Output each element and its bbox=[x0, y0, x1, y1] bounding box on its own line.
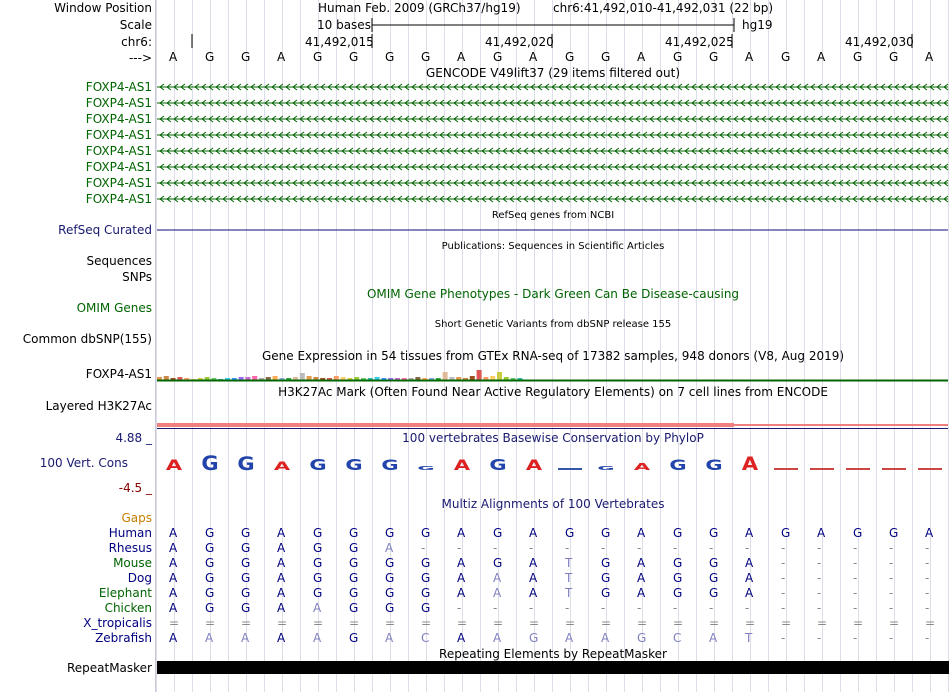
alignment-base: - bbox=[853, 601, 858, 615]
gtex-bar bbox=[443, 372, 448, 380]
gtex-bar bbox=[490, 376, 495, 380]
coord-label: 41,492,015 bbox=[305, 35, 374, 49]
alignment-base: - bbox=[781, 571, 786, 585]
alignment-base: G bbox=[385, 526, 395, 540]
alignment-base: G bbox=[349, 556, 359, 570]
alignment-base: - bbox=[745, 601, 750, 615]
alignment-base: A bbox=[817, 526, 826, 540]
phylop-glyph: G bbox=[597, 464, 615, 472]
alignment-base: A bbox=[277, 541, 286, 555]
alignment-base: G bbox=[601, 556, 611, 570]
phylop-mark bbox=[918, 468, 942, 470]
base-letter: A bbox=[169, 50, 178, 64]
alignment-base: A bbox=[745, 556, 754, 570]
alignment-base: C bbox=[673, 631, 682, 645]
alignment-base: G bbox=[313, 586, 323, 600]
phylop-mark bbox=[558, 468, 582, 470]
alignment-base: T bbox=[565, 556, 573, 570]
gtex-bar bbox=[470, 376, 475, 380]
base-letter: A bbox=[277, 50, 286, 64]
phylop-mark bbox=[810, 468, 834, 470]
gtex-label[interactable]: FOXP4-AS1 bbox=[85, 367, 152, 381]
alignment-base: G bbox=[241, 586, 251, 600]
alignment-base: A bbox=[169, 571, 178, 585]
gencode-item-label[interactable]: FOXP4-AS1 bbox=[85, 80, 152, 94]
alignment-base: - bbox=[889, 571, 894, 585]
alignment-base: - bbox=[565, 541, 570, 555]
alignment-base: G bbox=[421, 571, 431, 585]
alignment-base: = bbox=[565, 616, 576, 630]
alignment-base: A bbox=[313, 631, 322, 645]
alignment-base: G bbox=[421, 526, 431, 540]
alignment-base: A bbox=[169, 631, 178, 645]
alignment-base: G bbox=[601, 586, 611, 600]
alignment-base: = bbox=[421, 616, 432, 630]
alignment-base: G bbox=[709, 526, 719, 540]
alignment-base: G bbox=[421, 556, 431, 570]
alignment-base: A bbox=[925, 526, 934, 540]
alignment-base: A bbox=[457, 631, 466, 645]
gaps-label: Gaps bbox=[121, 511, 152, 525]
assembly-text: Human Feb. 2009 (GRCh37/hg19) bbox=[318, 1, 521, 15]
alignment-base: = bbox=[277, 616, 288, 630]
alignment-base: = bbox=[925, 616, 936, 630]
species-label[interactable]: Chicken bbox=[104, 601, 152, 615]
alignment-base: - bbox=[853, 571, 858, 585]
base-letter: G bbox=[385, 50, 395, 64]
gtex-bar bbox=[334, 376, 339, 380]
coord-label: 41,492,025 bbox=[665, 35, 734, 49]
alignment-base: - bbox=[781, 541, 786, 555]
alignment-base: - bbox=[853, 586, 858, 600]
alignment-base: A bbox=[529, 586, 538, 600]
gencode-item-label[interactable]: FOXP4-AS1 bbox=[85, 96, 152, 110]
alignment-base: G bbox=[493, 556, 503, 570]
gencode-item-label[interactable]: FOXP4-AS1 bbox=[85, 112, 152, 126]
pubs-track-title[interactable]: Publications: Sequences in Scientific Articles bbox=[441, 241, 665, 252]
species-label[interactable]: Elephant bbox=[98, 586, 152, 600]
alignment-base: A bbox=[457, 526, 466, 540]
alignment-base: G bbox=[781, 526, 791, 540]
alignment-base: G bbox=[241, 541, 251, 555]
alignment-base: - bbox=[889, 631, 894, 645]
alignment-base: A bbox=[277, 556, 286, 570]
alignment-base: A bbox=[169, 526, 178, 540]
alignment-base: A bbox=[529, 526, 538, 540]
repeatmasker-label[interactable]: RepeatMasker bbox=[66, 661, 152, 675]
alignment-base: - bbox=[889, 541, 894, 555]
alignment-base: A bbox=[277, 586, 286, 600]
alignment-base: G bbox=[385, 601, 395, 615]
alignment-base: - bbox=[457, 601, 462, 615]
alignment-base: T bbox=[565, 571, 573, 585]
alignment-base: = bbox=[745, 616, 756, 630]
alignment-base: = bbox=[349, 616, 360, 630]
repeatmasker-track-title[interactable]: Repeating Elements by RepeatMasker bbox=[439, 647, 667, 661]
alignment-base: G bbox=[349, 541, 359, 555]
alignment-base: - bbox=[889, 556, 894, 570]
omim-label[interactable]: OMIM Genes bbox=[76, 301, 152, 315]
alignment-base: G bbox=[709, 556, 719, 570]
base-letter: G bbox=[241, 50, 251, 64]
alignment-base: - bbox=[889, 601, 894, 615]
alignment-base: A bbox=[277, 601, 286, 615]
scale-text: 10 bases bbox=[317, 18, 371, 32]
alignment-base: - bbox=[673, 601, 678, 615]
alignment-base: - bbox=[925, 586, 930, 600]
phylop-glyph: G bbox=[417, 464, 435, 472]
alignment-base: A bbox=[493, 586, 502, 600]
base-letter: A bbox=[637, 50, 646, 64]
alignment-base: = bbox=[673, 616, 684, 630]
alignment-base: G bbox=[637, 631, 647, 645]
phylop-glyph: A bbox=[741, 453, 759, 475]
base-letter: G bbox=[493, 50, 503, 64]
pubs-label-sequences[interactable]: Sequences bbox=[86, 254, 152, 268]
base-letter: A bbox=[925, 50, 934, 64]
alignment-base: G bbox=[601, 571, 611, 585]
alignment-base: A bbox=[493, 571, 502, 585]
scale-db: hg19 bbox=[742, 18, 773, 32]
alignment-base: A bbox=[385, 631, 394, 645]
alignment-base: G bbox=[709, 571, 719, 585]
alignment-base: G bbox=[349, 526, 359, 540]
phylop-glyph: G bbox=[201, 451, 219, 475]
base-letter: A bbox=[817, 50, 826, 64]
scale-label: Scale bbox=[119, 18, 152, 32]
alignment-base: G bbox=[529, 631, 539, 645]
gtex-bar bbox=[164, 376, 169, 380]
base-letter: A bbox=[745, 50, 754, 64]
alignment-base: A bbox=[637, 571, 646, 585]
alignment-base: - bbox=[781, 631, 786, 645]
phylop-mark bbox=[882, 468, 906, 470]
alignment-base: G bbox=[385, 586, 395, 600]
gencode-track-title[interactable]: GENCODE V49lift37 (29 items filtered out) bbox=[425, 66, 680, 80]
alignment-base: G bbox=[205, 586, 215, 600]
alignment-base: A bbox=[529, 556, 538, 570]
phylop-max-label: 4.88 _ bbox=[115, 431, 152, 445]
alignment-base: G bbox=[313, 571, 323, 585]
alignment-base: = bbox=[241, 616, 252, 630]
alignment-base: - bbox=[529, 601, 534, 615]
h3k27ac-signal bbox=[157, 423, 734, 427]
species-label[interactable]: Human bbox=[108, 526, 152, 540]
alignment-base: G bbox=[205, 571, 215, 585]
alignment-base: G bbox=[349, 586, 359, 600]
alignment-base: - bbox=[493, 541, 498, 555]
position-text: chr6:41,492,010-41,492,031 (22 bp) bbox=[553, 1, 774, 15]
alignment-base: G bbox=[241, 526, 251, 540]
alignment-base: - bbox=[529, 541, 534, 555]
alignment-base: - bbox=[925, 571, 930, 585]
alignment-base: G bbox=[889, 526, 899, 540]
alignment-base: - bbox=[709, 541, 714, 555]
alignment-base: G bbox=[313, 526, 323, 540]
gencode-item-label[interactable]: FOXP4-AS1 bbox=[85, 144, 152, 158]
dbsnp-track-title[interactable]: Short Genetic Variants from dbSNP release 155 bbox=[434, 319, 672, 330]
alignment-base: G bbox=[349, 571, 359, 585]
gtex-bar bbox=[300, 373, 305, 380]
gtex-track-title[interactable]: Gene Expression in 54 tissues from GTEx RNA-seq of 17382 samples, 948 donors (V8, Aug 2019) bbox=[261, 349, 845, 363]
alignment-base: - bbox=[565, 601, 570, 615]
alignment-base: = bbox=[457, 616, 468, 630]
alignment-base: A bbox=[169, 601, 178, 615]
gtex-bar bbox=[477, 370, 482, 380]
alignment-base: G bbox=[241, 571, 251, 585]
alignment-base: - bbox=[601, 541, 606, 555]
alignment-base: A bbox=[169, 541, 178, 555]
alignment-base: - bbox=[925, 556, 930, 570]
base-letter: G bbox=[205, 50, 215, 64]
alignment-base: G bbox=[493, 526, 503, 540]
phylop-min-label: -4.5 _ bbox=[118, 481, 152, 495]
phylop-mark bbox=[774, 468, 798, 470]
alignment-base: - bbox=[889, 586, 894, 600]
alignment-base: - bbox=[817, 541, 822, 555]
h3k27ac-signal bbox=[734, 424, 948, 426]
alignment-base: G bbox=[205, 601, 215, 615]
phylop-glyph: G bbox=[381, 457, 399, 474]
base-letter: A bbox=[529, 50, 538, 64]
alignment-base: = bbox=[817, 616, 828, 630]
alignment-base: - bbox=[817, 571, 822, 585]
alignment-base: = bbox=[385, 616, 396, 630]
h3k27ac-track-title[interactable]: H3K27Ac Mark (Often Found Near Active Regulatory Elements) on 7 cell lines from ENCODE bbox=[278, 385, 828, 399]
alignment-base: = bbox=[637, 616, 648, 630]
alignment-base: - bbox=[637, 541, 642, 555]
strand-arrow-label: ---> bbox=[128, 51, 152, 65]
alignment-base: = bbox=[601, 616, 612, 630]
alignment-base: A bbox=[565, 631, 574, 645]
refseq-label[interactable]: RefSeq Curated bbox=[58, 223, 152, 237]
alignment-base: A bbox=[529, 571, 538, 585]
gtex-bar bbox=[273, 376, 278, 380]
gtex-bar bbox=[497, 372, 502, 380]
alignment-base: T bbox=[745, 631, 753, 645]
alignment-base: = bbox=[781, 616, 792, 630]
gencode-item-label[interactable]: FOXP4-AS1 bbox=[85, 176, 152, 190]
alignment-base: A bbox=[205, 631, 214, 645]
alignment-base: A bbox=[637, 586, 646, 600]
base-letter: G bbox=[313, 50, 323, 64]
alignment-base: G bbox=[673, 556, 683, 570]
phylop-glyph: G bbox=[345, 456, 363, 475]
alignment-base: G bbox=[385, 556, 395, 570]
phylop-track-title[interactable]: 100 vertebrates Basewise Conservation by PhyloP bbox=[402, 431, 704, 445]
base-letter: G bbox=[349, 50, 359, 64]
alignment-base: G bbox=[421, 586, 431, 600]
alignment-base: A bbox=[313, 601, 322, 615]
window-position-label: Window Position bbox=[54, 1, 152, 15]
omim-track-title[interactable]: OMIM Gene Phenotypes - Dark Green Can Be Disease-causing bbox=[366, 287, 740, 301]
gencode-item-label[interactable]: FOXP4-AS1 bbox=[85, 160, 152, 174]
base-letter: G bbox=[853, 50, 863, 64]
phylop-glyph: A bbox=[273, 459, 291, 473]
alignment-base: A bbox=[169, 586, 178, 600]
dbsnp-label[interactable]: Common dbSNP(155) bbox=[22, 332, 152, 346]
alignment-base: G bbox=[241, 601, 251, 615]
alignment-base: - bbox=[457, 541, 462, 555]
alignment-base: A bbox=[385, 541, 394, 555]
alignment-base: G bbox=[205, 541, 215, 555]
alignment-base: - bbox=[817, 556, 822, 570]
base-letter: G bbox=[565, 50, 575, 64]
base-letter: G bbox=[673, 50, 683, 64]
alignment-base: A bbox=[637, 556, 646, 570]
alignment-base: A bbox=[745, 571, 754, 585]
phylop-glyph: G bbox=[237, 453, 255, 475]
phylop-label[interactable]: 100 Vert. Cons bbox=[39, 456, 128, 470]
alignment-base: G bbox=[565, 526, 575, 540]
phylop-glyph: G bbox=[309, 456, 327, 475]
alignment-base: - bbox=[601, 601, 606, 615]
alignment-base: A bbox=[277, 631, 286, 645]
h3k27ac-label[interactable]: Layered H3K27Ac bbox=[45, 399, 152, 413]
alignment-base: A bbox=[709, 631, 718, 645]
alignment-base: - bbox=[709, 601, 714, 615]
alignment-base: = bbox=[493, 616, 504, 630]
base-letter: G bbox=[601, 50, 611, 64]
gtex-bar bbox=[307, 376, 312, 380]
alignment-base: - bbox=[925, 601, 930, 615]
gencode-item-label[interactable]: FOXP4-AS1 bbox=[85, 128, 152, 142]
pubs-label-snps[interactable]: SNPs bbox=[122, 270, 152, 284]
alignment-base: = bbox=[853, 616, 864, 630]
base-letter: G bbox=[889, 50, 899, 64]
alignment-base: G bbox=[421, 601, 431, 615]
alignment-base: - bbox=[853, 631, 858, 645]
alignment-base: G bbox=[241, 556, 251, 570]
alignment-base: A bbox=[277, 571, 286, 585]
species-label[interactable]: X_tropicalis bbox=[83, 616, 152, 630]
alignment-base: = bbox=[889, 616, 900, 630]
alignment-base: A bbox=[745, 586, 754, 600]
alignment-base: - bbox=[781, 586, 786, 600]
alignment-base: A bbox=[601, 631, 610, 645]
alignment-base: - bbox=[493, 601, 498, 615]
alignment-base: G bbox=[673, 571, 683, 585]
alignment-base: - bbox=[781, 556, 786, 570]
alignment-base: - bbox=[817, 601, 822, 615]
alignment-base: = bbox=[529, 616, 540, 630]
alignment-base: A bbox=[745, 526, 754, 540]
alignment-base: - bbox=[745, 541, 750, 555]
alignment-base: - bbox=[925, 631, 930, 645]
phylop-glyph: A bbox=[525, 457, 543, 474]
phylop-glyph: G bbox=[489, 456, 507, 475]
alignment-base: = bbox=[169, 616, 180, 630]
alignment-base: A bbox=[457, 571, 466, 585]
alignment-base: G bbox=[853, 526, 863, 540]
coord-label: 41,492,020 bbox=[485, 35, 554, 49]
alignment-base: G bbox=[349, 631, 359, 645]
alignment-base: G bbox=[673, 586, 683, 600]
alignment-base: G bbox=[349, 601, 359, 615]
base-letter: A bbox=[457, 50, 466, 64]
alignment-base: - bbox=[853, 556, 858, 570]
alignment-base: G bbox=[313, 541, 323, 555]
phylop-glyph: G bbox=[669, 457, 687, 474]
alignment-base: G bbox=[385, 571, 395, 585]
coord-label: 41,492,030 bbox=[845, 35, 914, 49]
alignment-base: A bbox=[277, 526, 286, 540]
species-label[interactable]: Zebrafish bbox=[95, 631, 152, 645]
phylop-glyph: G bbox=[705, 457, 723, 474]
phylop-mark bbox=[846, 468, 870, 470]
alignment-base: = bbox=[709, 616, 720, 630]
alignment-base: A bbox=[169, 556, 178, 570]
species-label[interactable]: Dog bbox=[127, 571, 152, 585]
alignment-base: A bbox=[457, 586, 466, 600]
alignment-base: A bbox=[457, 556, 466, 570]
alignment-base: G bbox=[205, 556, 215, 570]
refseq-track-title[interactable]: RefSeq genes from NCBI bbox=[491, 210, 615, 221]
base-letter: G bbox=[421, 50, 431, 64]
alignment-base: - bbox=[817, 631, 822, 645]
alignment-base: G bbox=[313, 556, 323, 570]
alignment-base: - bbox=[853, 541, 858, 555]
alignment-base: - bbox=[637, 601, 642, 615]
alignment-base: G bbox=[673, 526, 683, 540]
alignment-base: C bbox=[421, 631, 430, 645]
species-label[interactable]: Rhesus bbox=[108, 541, 152, 555]
alignment-base: A bbox=[493, 631, 502, 645]
repeatmasker-block bbox=[157, 661, 949, 674]
alignment-base: A bbox=[637, 526, 646, 540]
alignment-base: T bbox=[565, 586, 573, 600]
alignment-base: - bbox=[925, 541, 930, 555]
chrom-label: chr6: bbox=[121, 35, 152, 49]
alignment-base: - bbox=[673, 541, 678, 555]
phylop-glyph: A bbox=[165, 457, 183, 474]
phylop-glyph: A bbox=[633, 461, 651, 473]
alignment-base: = bbox=[205, 616, 216, 630]
alignment-base: G bbox=[205, 526, 215, 540]
multiz-track-title[interactable]: Multiz Alignments of 100 Vertebrates bbox=[441, 497, 665, 511]
alignment-base: G bbox=[601, 526, 611, 540]
alignment-base: = bbox=[313, 616, 324, 630]
gtex-bar bbox=[252, 376, 257, 380]
alignment-base: - bbox=[421, 541, 426, 555]
alignment-base: G bbox=[709, 586, 719, 600]
base-letter: G bbox=[709, 50, 719, 64]
phylop-glyph: A bbox=[453, 457, 471, 474]
alignment-base: - bbox=[781, 601, 786, 615]
alignment-base: - bbox=[817, 586, 822, 600]
gencode-item-label[interactable]: FOXP4-AS1 bbox=[85, 192, 152, 206]
species-label[interactable]: Mouse bbox=[113, 556, 152, 570]
base-letter: G bbox=[781, 50, 791, 64]
alignment-base: A bbox=[241, 631, 250, 645]
